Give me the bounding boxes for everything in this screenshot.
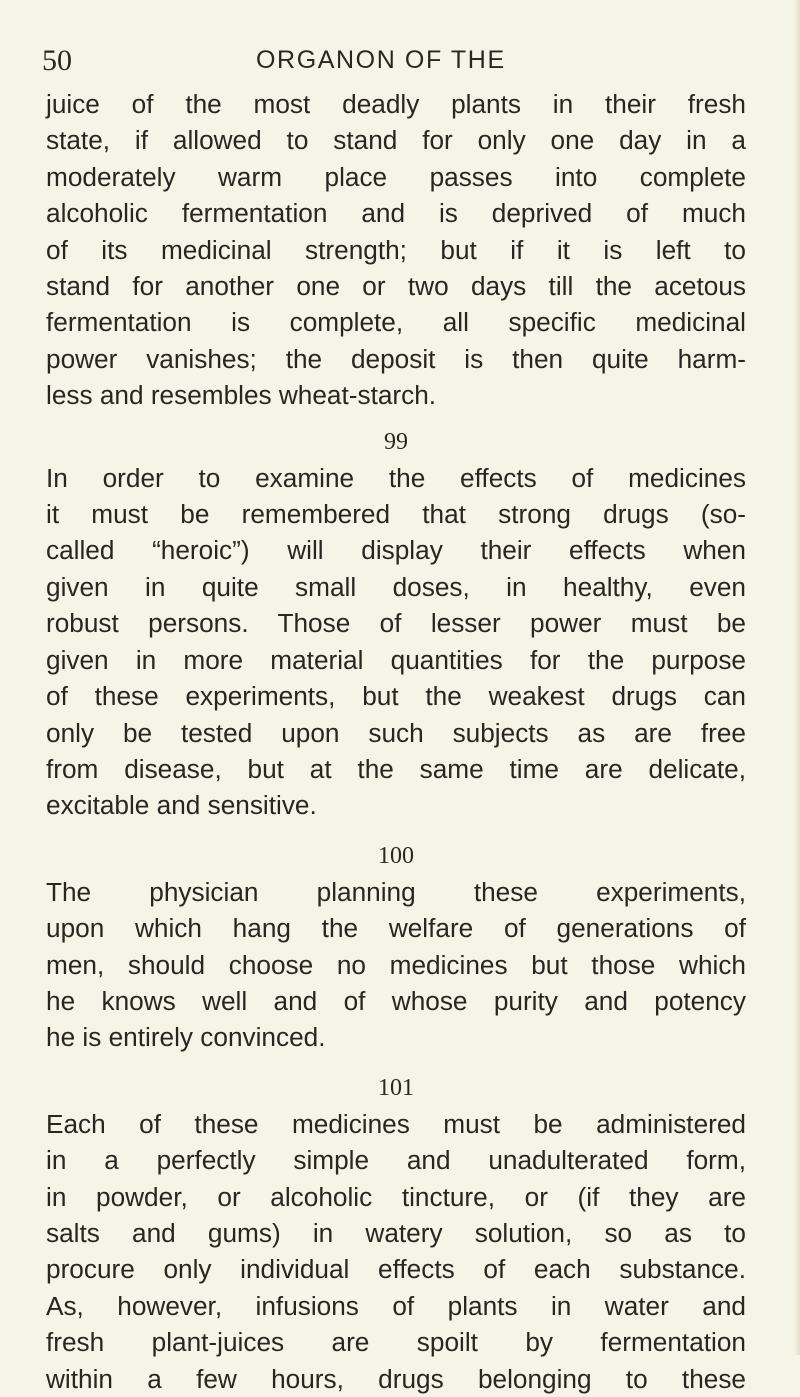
text-line: stand for another one or two days till the acetous (46, 271, 746, 302)
body-text (46, 86, 746, 1397)
text-line: fermentation is complete, all specific medicinal (46, 307, 746, 338)
text-line: procure only individual effects of each substance. (46, 1254, 746, 1285)
text-line: given in quite small doses, in healthy, even (46, 571, 746, 602)
text-line: moderately warm place passes into complete (46, 161, 746, 192)
text-line: juice of the most deadly plants in their fresh (46, 89, 746, 119)
paragraph-100 (46, 874, 746, 1056)
text-line: it must be remembered that strong drugs (so- (46, 499, 746, 530)
paragraph-101 (46, 1106, 746, 1397)
text-line: in a perfectly simple and unadulterated form, (46, 1145, 746, 1176)
paragraph-continued (46, 86, 746, 414)
page-edge-shadow (794, 0, 800, 1355)
text-line: he knows well and of whose purity and potency (46, 985, 746, 1016)
text-line: given in more material quantities for the purpose (46, 644, 746, 675)
text-line: salts and gums) in watery solution, so as to (46, 1217, 746, 1248)
page-number: 50 (42, 44, 72, 77)
text-line: state, if allowed to stand for only one day in a (46, 125, 746, 156)
text-line: robust persons. Those of lesser power must be (46, 608, 746, 639)
text-line: upon which hang the welfare of generations of (46, 913, 746, 944)
section-number-101: 101 (378, 1074, 414, 1101)
text-line: less and resembles wheat-starch. (46, 380, 437, 411)
text-line: of these experiments, but the weakest drugs can (46, 681, 746, 712)
text-line: only be tested upon such subjects as are free (46, 717, 746, 748)
text-line: called “heroic”) will display their effects when (46, 535, 746, 566)
page-header (42, 40, 602, 80)
section-number-99: 99 (384, 428, 408, 455)
text-line: alcoholic fermentation and is deprived of much (46, 198, 746, 229)
text-line: power vanishes; the deposit is then quite harm- (46, 343, 746, 374)
text-line: As, however, infusions of plants in water and (46, 1290, 746, 1321)
text-line: he is entirely convinced. (46, 1022, 326, 1053)
text-line: of its medicinal strength; but if it is left to (46, 234, 746, 265)
text-line: Each of these medicines must be administered (46, 1108, 746, 1139)
running-head: ORGANON OF THE (256, 46, 506, 74)
text-line: men, should choose no medicines but those which (46, 949, 746, 980)
text-line: fresh plant-juices are spoilt by fermentation (46, 1327, 746, 1358)
paragraph-99 (46, 460, 746, 824)
text-line: The physician planning these experiments, (46, 876, 746, 907)
text-line: within a few hours, drugs belonging to these (46, 1363, 746, 1394)
section-number-100: 100 (378, 842, 414, 869)
text-line: excitable and sensitive. (46, 790, 317, 821)
text-line: from disease, but at the same time are delicate, (46, 753, 746, 784)
text-line: In order to examine the effects of medicines (46, 462, 746, 493)
text-line: in powder, or alcoholic tincture, or (if they are (46, 1181, 746, 1212)
